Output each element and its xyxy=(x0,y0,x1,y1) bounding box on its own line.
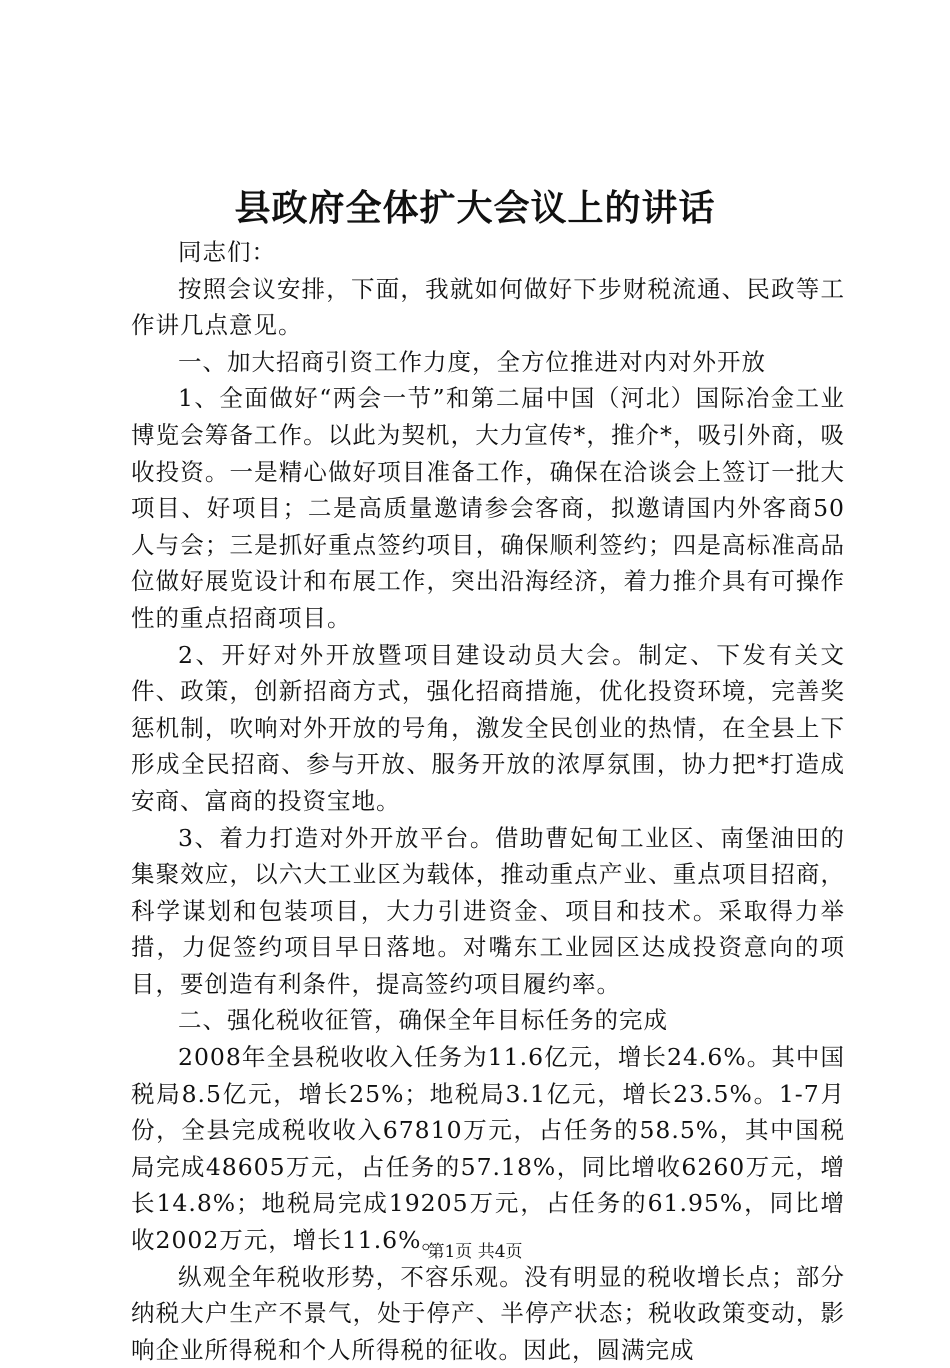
paragraph-tax-outlook: 纵观全年税收形势，不容乐观。没有明显的税收增长点；部分纳税大户生产不景气，处于停产、半停产状态；税收政策变动，影响企业所得税和个人所得税的征收。因此，圆满完成 xyxy=(131,1262,845,1364)
paragraph-item-2: 2、开好对外开放暨项目建设动员大会。制定、下发有关文件、政策，创新招商方式，强化招商措施，优化投资环境，完善奖惩机制，吹响对外开放的号角，激发全民创业的热情，在全县上下形成全民招商、参与开放、服务开放的浓厚氛围，协力把*打造成安商、富商的投资宝地。 xyxy=(131,640,845,815)
section-heading-2: 二、强化税收征管，确保全年目标任务的完成 xyxy=(178,1006,668,1035)
document-title: 县政府全体扩大会议上的讲话 xyxy=(234,187,716,229)
paragraph-item-1: 1、全面做好“两会一节”和第二届中国（河北）国际冶金工业博览会筹备工作。以此为契机，大力宣传*，推介*，吸引外商，吸收投资。一是精心做好项目准备工作，确保在洽谈会上签订一批大项目、好项目；二是高质量邀请参会客商，拟邀请国内外客商50人与会；三是抓好重点签约项目，确保顺利签约；四是高标准高品位做好展览设计和布展工作，突出沿海经济，着力推介具有可操作性的重点招商项目。 xyxy=(131,384,845,632)
page-number-footer: 第1页 共4页 xyxy=(427,1242,523,1262)
document-body xyxy=(131,234,845,1368)
paragraph-salutation: 同志们： xyxy=(178,238,276,266)
paragraph-tax-figures: 2008年全县税收收入任务为11.6亿元，增长24.6%。其中国税局8.5亿元，增长25%；地税局3.1亿元，增长23.5%。1-7月份，全县完成税收收入67810万元，占任务的58.5%，其中国税局完成48605万元，占任务的57.18%，同比增收6260万元，增长14.8%；地税局完成19205万元，占任务的61.95%，同比增收2002万元，增长11.6%。 xyxy=(131,1043,845,1255)
section-heading-1: 一、加大招商引资工作力度，全方位推进对内对外开放 xyxy=(178,347,766,376)
paragraph-item-3: 3、着力打造对外开放平台。借助曹妃甸工业区、南堡油田的集聚效应，以六大工业区为载体，推动重点产业、重点项目招商，科学谋划和包装项目，大力引进资金、项目和技术。采取得力举措，力促签约项目早日落地。对嘴东工业园区达成投资意向的项目，要创造有利条件，提高签约项目履约率。 xyxy=(131,823,845,998)
paragraph-intro: 按照会议安排，下面，我就如何做好下步财税流通、民政等工作讲几点意见。 xyxy=(131,274,845,340)
